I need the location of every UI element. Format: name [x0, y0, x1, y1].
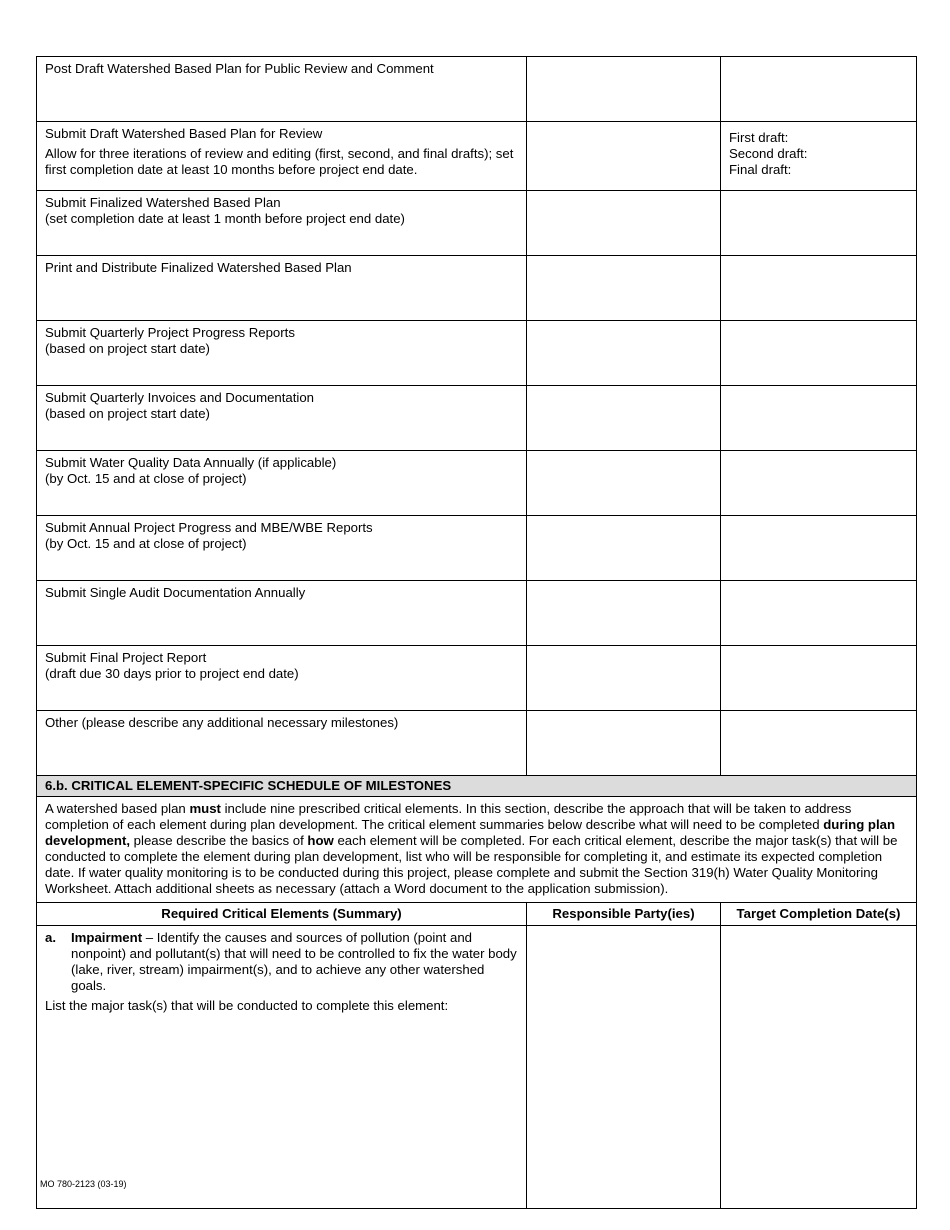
- responsible-party-field[interactable]: [527, 516, 721, 581]
- column-header-row: [37, 903, 917, 926]
- intro-text: each element will be completed. For each critical element, describe the major task(s) that will be conducted to complete the element during plan development, list who will be responsible for completing it, and estimate its expected completion date. If water quality monitoring is to be conducted during this project, please complete and submit the Section 319(h) Water Quality Monitoring Worksheet. Attach additional sheets as necessary (attach a Word document to the application submission).: [45, 833, 898, 896]
- header-responsible-party: Responsible Party(ies): [527, 903, 721, 926]
- completion-date-field[interactable]: [721, 646, 917, 711]
- milestone-label: [37, 711, 527, 776]
- element-description: [71, 930, 518, 994]
- milestone-row: [37, 122, 917, 191]
- milestone-subtext: (draft due 30 days prior to project end date): [45, 666, 299, 681]
- intro-emphasis: how: [307, 833, 334, 848]
- draft-dates-field[interactable]: [721, 122, 917, 191]
- second-draft-label: Second draft:: [729, 146, 808, 161]
- completion-date-field[interactable]: [721, 451, 917, 516]
- milestone-label: [37, 386, 527, 451]
- header-critical-elements: Required Critical Elements (Summary): [37, 903, 527, 926]
- milestone-row: [37, 191, 917, 256]
- milestone-label: [37, 516, 527, 581]
- intro-emphasis: must: [189, 801, 221, 816]
- milestone-row: [37, 646, 917, 711]
- milestone-label: [37, 57, 527, 122]
- milestone-label: [37, 581, 527, 646]
- completion-date-field[interactable]: [721, 711, 917, 776]
- responsible-party-field[interactable]: [527, 581, 721, 646]
- milestone-label: [37, 191, 527, 256]
- milestone-row: [37, 711, 917, 776]
- milestone-subtext: (set completion date at least 1 month before project end date): [45, 211, 405, 226]
- milestone-subtext: (based on project start date): [45, 406, 210, 421]
- responsible-party-field[interactable]: [527, 191, 721, 256]
- milestone-label: [37, 256, 527, 321]
- milestone-text: Submit Quarterly Project Progress Reports: [45, 325, 295, 340]
- intro-text: A watershed based plan: [45, 801, 190, 816]
- milestone-row: [37, 516, 917, 581]
- final-draft-label: Final draft:: [729, 162, 792, 177]
- completion-date-field[interactable]: [721, 321, 917, 386]
- responsible-party-field[interactable]: [527, 451, 721, 516]
- responsible-party-field[interactable]: [527, 256, 721, 321]
- milestone-schedule-table: [36, 56, 917, 1209]
- intro-text: please describe the basics of: [130, 833, 308, 848]
- intro-emphasis: during plan development,: [45, 817, 896, 848]
- milestone-subtext: (by Oct. 15 and at close of project): [45, 471, 247, 486]
- completion-date-field[interactable]: [721, 516, 917, 581]
- element-desc-text: – Identify the causes and sources of pollution (point and nonpoint) and pollutant(s) that will need to be controlled to fix the water body (lake, river, stream) impairment(s), and to achieve any other watershed goals.: [71, 930, 517, 993]
- header-target-date: Target Completion Date(s): [721, 903, 917, 926]
- milestone-text: Post Draft Watershed Based Plan for Public Review and Comment: [45, 61, 434, 76]
- section-title: 6.b. CRITICAL ELEMENT-SPECIFIC SCHEDULE OF MILESTONES: [37, 776, 917, 797]
- element-tasks-prompt: List the major task(s) that will be conducted to complete this element:: [45, 998, 449, 1013]
- completion-date-field[interactable]: [721, 581, 917, 646]
- milestone-label: [37, 321, 527, 386]
- milestone-text: Submit Water Quality Data Annually (if applicable): [45, 455, 337, 470]
- completion-date-field[interactable]: [721, 191, 917, 256]
- milestone-row: [37, 386, 917, 451]
- milestone-subtext: (by Oct. 15 and at close of project): [45, 536, 247, 551]
- milestone-text: Submit Final Project Report: [45, 650, 207, 665]
- completion-date-field[interactable]: [721, 386, 917, 451]
- milestone-label: [37, 451, 527, 516]
- responsible-party-field[interactable]: [527, 386, 721, 451]
- critical-element-row: [37, 926, 917, 1209]
- responsible-party-field[interactable]: [527, 122, 721, 191]
- milestone-text: Submit Annual Project Progress and MBE/WBE Reports: [45, 520, 373, 535]
- responsible-party-field[interactable]: [527, 57, 721, 122]
- responsible-party-field[interactable]: [527, 646, 721, 711]
- milestone-row: [37, 451, 917, 516]
- milestone-label: [37, 646, 527, 711]
- milestone-note: Allow for three iterations of review and editing (first, second, and final drafts); set first completion date at least 10 months before project end date.: [45, 146, 514, 177]
- milestone-row: [37, 256, 917, 321]
- critical-element-item: [45, 930, 518, 994]
- element-name: Impairment: [71, 930, 143, 945]
- milestone-text: Submit Draft Watershed Based Plan for Review: [45, 126, 323, 141]
- intro-text: include nine prescribed critical elements. In this section, describe the approach that will be taken to address completion of each element during plan development. The critical element summaries below describe what will need to be completed: [45, 801, 852, 832]
- section-header-row: [37, 776, 917, 797]
- milestone-text: Submit Quarterly Invoices and Documentation: [45, 390, 315, 405]
- section-intro: [37, 797, 917, 903]
- responsible-party-field[interactable]: [527, 321, 721, 386]
- milestone-subtext: (based on project start date): [45, 341, 210, 356]
- milestone-label: [37, 122, 527, 191]
- milestone-text: Submit Finalized Watershed Based Plan: [45, 195, 281, 210]
- section-intro-row: [37, 797, 917, 903]
- element-letter: a.: [45, 930, 56, 945]
- completion-date-field[interactable]: [721, 57, 917, 122]
- milestone-row: [37, 581, 917, 646]
- responsible-party-field[interactable]: [527, 926, 721, 1209]
- critical-element-cell[interactable]: [37, 926, 527, 1209]
- responsible-party-field[interactable]: [527, 711, 721, 776]
- form-number: MO 780-2123 (03-19): [40, 1179, 127, 1189]
- completion-date-field[interactable]: [721, 256, 917, 321]
- milestone-text: Submit Single Audit Documentation Annually: [45, 585, 306, 600]
- first-draft-label: First draft:: [729, 130, 789, 145]
- completion-date-field[interactable]: [721, 926, 917, 1209]
- milestone-row: [37, 321, 917, 386]
- milestone-row: [37, 57, 917, 122]
- milestone-text: Print and Distribute Finalized Watershed Based Plan: [45, 260, 352, 275]
- milestone-text: Other (please describe any additional necessary milestones): [45, 715, 399, 730]
